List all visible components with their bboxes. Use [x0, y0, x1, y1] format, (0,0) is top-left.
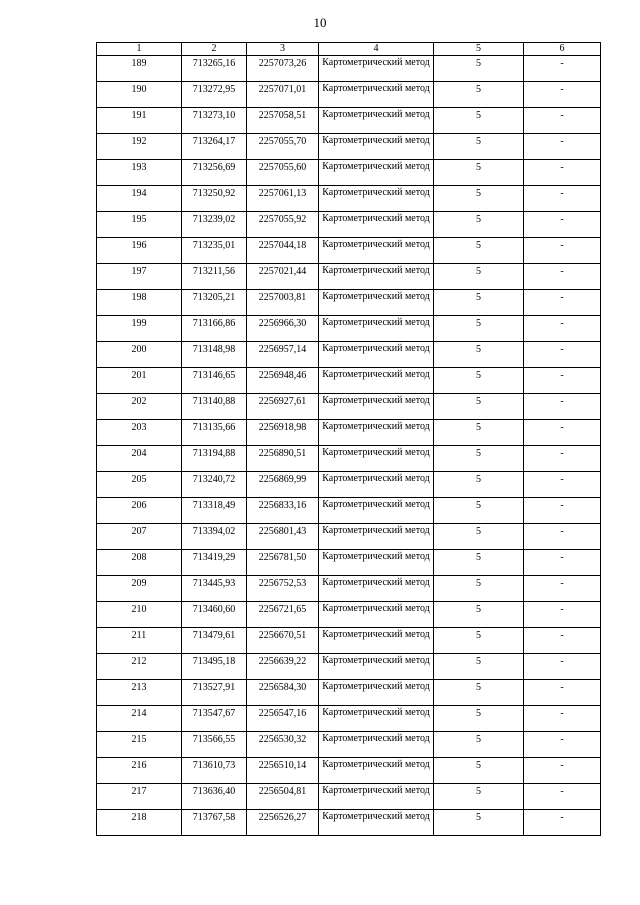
accuracy-cell: 5: [434, 758, 524, 784]
note-cell: -: [524, 680, 601, 706]
x-coordinate-cell: 713566,55: [182, 732, 247, 758]
point-number-cell: 210: [97, 602, 182, 628]
table-row: [97, 576, 601, 602]
accuracy-cell: 5: [434, 160, 524, 186]
x-coordinate-cell: 713265,16: [182, 56, 247, 82]
column-header: 3: [247, 43, 319, 56]
y-coordinate-cell: 2256526,27: [247, 810, 319, 836]
y-coordinate-cell: 2256801,43: [247, 524, 319, 550]
accuracy-cell: 5: [434, 316, 524, 342]
point-number-cell: 203: [97, 420, 182, 446]
accuracy-cell: 5: [434, 56, 524, 82]
point-number-cell: 206: [97, 498, 182, 524]
note-cell: -: [524, 472, 601, 498]
point-number-cell: 213: [97, 680, 182, 706]
y-coordinate-cell: 2256670,51: [247, 628, 319, 654]
x-coordinate-cell: 713610,73: [182, 758, 247, 784]
note-cell: -: [524, 602, 601, 628]
table-row: [97, 810, 601, 836]
point-number-cell: 197: [97, 264, 182, 290]
note-cell: -: [524, 446, 601, 472]
method-cell: Картометрический метод: [319, 810, 434, 836]
y-coordinate-cell: 2256957,14: [247, 342, 319, 368]
x-coordinate-cell: 713239,02: [182, 212, 247, 238]
point-number-cell: 189: [97, 56, 182, 82]
point-number-cell: 204: [97, 446, 182, 472]
note-cell: -: [524, 628, 601, 654]
note-cell: -: [524, 758, 601, 784]
table-row: [97, 264, 601, 290]
y-coordinate-cell: 2257071,01: [247, 82, 319, 108]
note-cell: -: [524, 108, 601, 134]
accuracy-cell: 5: [434, 524, 524, 550]
x-coordinate-cell: 713250,92: [182, 186, 247, 212]
x-coordinate-cell: 713547,67: [182, 706, 247, 732]
x-coordinate-cell: 713148,98: [182, 342, 247, 368]
method-cell: Картометрический метод: [319, 108, 434, 134]
table-header-row: [97, 43, 601, 56]
note-cell: -: [524, 394, 601, 420]
y-coordinate-cell: 2256948,46: [247, 368, 319, 394]
y-coordinate-cell: 2257021,44: [247, 264, 319, 290]
y-coordinate-cell: 2257003,81: [247, 290, 319, 316]
table-row: [97, 316, 601, 342]
y-coordinate-cell: 2256584,30: [247, 680, 319, 706]
coordinates-table: [96, 42, 601, 836]
x-coordinate-cell: 713460,60: [182, 602, 247, 628]
table-row: [97, 342, 601, 368]
note-cell: -: [524, 186, 601, 212]
point-number-cell: 215: [97, 732, 182, 758]
method-cell: Картометрический метод: [319, 576, 434, 602]
method-cell: Картометрический метод: [319, 238, 434, 264]
method-cell: Картометрический метод: [319, 524, 434, 550]
x-coordinate-cell: 713194,88: [182, 446, 247, 472]
note-cell: -: [524, 498, 601, 524]
point-number-cell: 190: [97, 82, 182, 108]
x-coordinate-cell: 713264,17: [182, 134, 247, 160]
method-cell: Картометрический метод: [319, 550, 434, 576]
accuracy-cell: 5: [434, 628, 524, 654]
table-row: [97, 160, 601, 186]
table-row: [97, 602, 601, 628]
point-number-cell: 202: [97, 394, 182, 420]
note-cell: -: [524, 316, 601, 342]
method-cell: Картометрический метод: [319, 472, 434, 498]
accuracy-cell: 5: [434, 82, 524, 108]
x-coordinate-cell: 713767,58: [182, 810, 247, 836]
note-cell: -: [524, 160, 601, 186]
point-number-cell: 196: [97, 238, 182, 264]
y-coordinate-cell: 2256639,22: [247, 654, 319, 680]
point-number-cell: 191: [97, 108, 182, 134]
method-cell: Картометрический метод: [319, 56, 434, 82]
note-cell: -: [524, 784, 601, 810]
note-cell: -: [524, 654, 601, 680]
note-cell: -: [524, 264, 601, 290]
x-coordinate-cell: 713318,49: [182, 498, 247, 524]
x-coordinate-cell: 713235,01: [182, 238, 247, 264]
accuracy-cell: 5: [434, 472, 524, 498]
y-coordinate-cell: 2257061,13: [247, 186, 319, 212]
x-coordinate-cell: 713166,86: [182, 316, 247, 342]
table-row: [97, 420, 601, 446]
table-row: [97, 108, 601, 134]
x-coordinate-cell: 713419,29: [182, 550, 247, 576]
method-cell: Картометрический метод: [319, 134, 434, 160]
point-number-cell: 199: [97, 316, 182, 342]
table-row: [97, 498, 601, 524]
accuracy-cell: 5: [434, 784, 524, 810]
method-cell: Картометрический метод: [319, 316, 434, 342]
method-cell: Картометрический метод: [319, 420, 434, 446]
column-header: 1: [97, 43, 182, 56]
note-cell: -: [524, 134, 601, 160]
method-cell: Картометрический метод: [319, 368, 434, 394]
y-coordinate-cell: 2257055,70: [247, 134, 319, 160]
point-number-cell: 208: [97, 550, 182, 576]
note-cell: -: [524, 342, 601, 368]
point-number-cell: 218: [97, 810, 182, 836]
y-coordinate-cell: 2256966,30: [247, 316, 319, 342]
table-row: [97, 186, 601, 212]
note-cell: -: [524, 576, 601, 602]
method-cell: Картометрический метод: [319, 290, 434, 316]
method-cell: Картометрический метод: [319, 342, 434, 368]
method-cell: Картометрический метод: [319, 498, 434, 524]
method-cell: Картометрический метод: [319, 82, 434, 108]
table-row: [97, 628, 601, 654]
point-number-cell: 212: [97, 654, 182, 680]
column-header: 2: [182, 43, 247, 56]
y-coordinate-cell: 2256530,32: [247, 732, 319, 758]
accuracy-cell: 5: [434, 108, 524, 134]
point-number-cell: 195: [97, 212, 182, 238]
method-cell: Картометрический метод: [319, 758, 434, 784]
point-number-cell: 211: [97, 628, 182, 654]
point-number-cell: 198: [97, 290, 182, 316]
note-cell: -: [524, 524, 601, 550]
method-cell: Картометрический метод: [319, 446, 434, 472]
method-cell: Картометрический метод: [319, 706, 434, 732]
accuracy-cell: 5: [434, 212, 524, 238]
y-coordinate-cell: 2257058,51: [247, 108, 319, 134]
accuracy-cell: 5: [434, 420, 524, 446]
table-row: [97, 212, 601, 238]
y-coordinate-cell: 2256890,51: [247, 446, 319, 472]
accuracy-cell: 5: [434, 654, 524, 680]
x-coordinate-cell: 713140,88: [182, 394, 247, 420]
method-cell: Картометрический метод: [319, 602, 434, 628]
note-cell: -: [524, 82, 601, 108]
point-number-cell: 214: [97, 706, 182, 732]
y-coordinate-cell: 2256869,99: [247, 472, 319, 498]
accuracy-cell: 5: [434, 290, 524, 316]
table-row: [97, 706, 601, 732]
note-cell: -: [524, 56, 601, 82]
note-cell: -: [524, 706, 601, 732]
table-row: [97, 758, 601, 784]
accuracy-cell: 5: [434, 550, 524, 576]
note-cell: -: [524, 810, 601, 836]
point-number-cell: 193: [97, 160, 182, 186]
x-coordinate-cell: 713211,56: [182, 264, 247, 290]
point-number-cell: 217: [97, 784, 182, 810]
y-coordinate-cell: 2256833,16: [247, 498, 319, 524]
accuracy-cell: 5: [434, 446, 524, 472]
table-row: [97, 134, 601, 160]
column-header: 6: [524, 43, 601, 56]
accuracy-cell: 5: [434, 706, 524, 732]
x-coordinate-cell: 713479,61: [182, 628, 247, 654]
column-header: 5: [434, 43, 524, 56]
accuracy-cell: 5: [434, 810, 524, 836]
note-cell: -: [524, 290, 601, 316]
table-row: [97, 290, 601, 316]
y-coordinate-cell: 2256927,61: [247, 394, 319, 420]
note-cell: -: [524, 212, 601, 238]
y-coordinate-cell: 2257044,18: [247, 238, 319, 264]
x-coordinate-cell: 713394,02: [182, 524, 247, 550]
y-coordinate-cell: 2256918,98: [247, 420, 319, 446]
accuracy-cell: 5: [434, 498, 524, 524]
x-coordinate-cell: 713495,18: [182, 654, 247, 680]
method-cell: Картометрический метод: [319, 784, 434, 810]
table-row: [97, 238, 601, 264]
x-coordinate-cell: 713272,95: [182, 82, 247, 108]
y-coordinate-cell: 2256547,16: [247, 706, 319, 732]
table-row: [97, 472, 601, 498]
method-cell: Картометрический метод: [319, 394, 434, 420]
accuracy-cell: 5: [434, 680, 524, 706]
y-coordinate-cell: 2256781,50: [247, 550, 319, 576]
x-coordinate-cell: 713135,66: [182, 420, 247, 446]
accuracy-cell: 5: [434, 264, 524, 290]
method-cell: Картометрический метод: [319, 654, 434, 680]
x-coordinate-cell: 713445,93: [182, 576, 247, 602]
point-number-cell: 192: [97, 134, 182, 160]
point-number-cell: 207: [97, 524, 182, 550]
method-cell: Картометрический метод: [319, 264, 434, 290]
accuracy-cell: 5: [434, 238, 524, 264]
table-row: [97, 680, 601, 706]
note-cell: -: [524, 420, 601, 446]
y-coordinate-cell: 2256752,53: [247, 576, 319, 602]
y-coordinate-cell: 2257055,92: [247, 212, 319, 238]
x-coordinate-cell: 713240,72: [182, 472, 247, 498]
column-header: 4: [319, 43, 434, 56]
method-cell: Картометрический метод: [319, 160, 434, 186]
method-cell: Картометрический метод: [319, 732, 434, 758]
method-cell: Картометрический метод: [319, 680, 434, 706]
table-row: [97, 394, 601, 420]
x-coordinate-cell: 713527,91: [182, 680, 247, 706]
method-cell: Картометрический метод: [319, 186, 434, 212]
table-body: [97, 56, 601, 836]
y-coordinate-cell: 2256504,81: [247, 784, 319, 810]
y-coordinate-cell: 2257055,60: [247, 160, 319, 186]
note-cell: -: [524, 550, 601, 576]
accuracy-cell: 5: [434, 342, 524, 368]
accuracy-cell: 5: [434, 602, 524, 628]
table-row: [97, 732, 601, 758]
accuracy-cell: 5: [434, 732, 524, 758]
x-coordinate-cell: 713636,40: [182, 784, 247, 810]
point-number-cell: 201: [97, 368, 182, 394]
table-row: [97, 654, 601, 680]
point-number-cell: 209: [97, 576, 182, 602]
y-coordinate-cell: 2256721,65: [247, 602, 319, 628]
table-row: [97, 524, 601, 550]
page-number: 10: [313, 15, 327, 30]
point-number-cell: 216: [97, 758, 182, 784]
table-row: [97, 82, 601, 108]
point-number-cell: 200: [97, 342, 182, 368]
x-coordinate-cell: 713146,65: [182, 368, 247, 394]
note-cell: -: [524, 732, 601, 758]
table-row: [97, 446, 601, 472]
x-coordinate-cell: 713256,69: [182, 160, 247, 186]
x-coordinate-cell: 713205,21: [182, 290, 247, 316]
note-cell: -: [524, 368, 601, 394]
table-row: [97, 56, 601, 82]
table-row: [97, 784, 601, 810]
point-number-cell: 205: [97, 472, 182, 498]
y-coordinate-cell: 2257073,26: [247, 56, 319, 82]
y-coordinate-cell: 2256510,14: [247, 758, 319, 784]
method-cell: Картометрический метод: [319, 628, 434, 654]
table-row: [97, 368, 601, 394]
x-coordinate-cell: 713273,10: [182, 108, 247, 134]
table-row: [97, 550, 601, 576]
point-number-cell: 194: [97, 186, 182, 212]
accuracy-cell: 5: [434, 186, 524, 212]
accuracy-cell: 5: [434, 576, 524, 602]
method-cell: Картометрический метод: [319, 212, 434, 238]
note-cell: -: [524, 238, 601, 264]
accuracy-cell: 5: [434, 394, 524, 420]
accuracy-cell: 5: [434, 368, 524, 394]
accuracy-cell: 5: [434, 134, 524, 160]
